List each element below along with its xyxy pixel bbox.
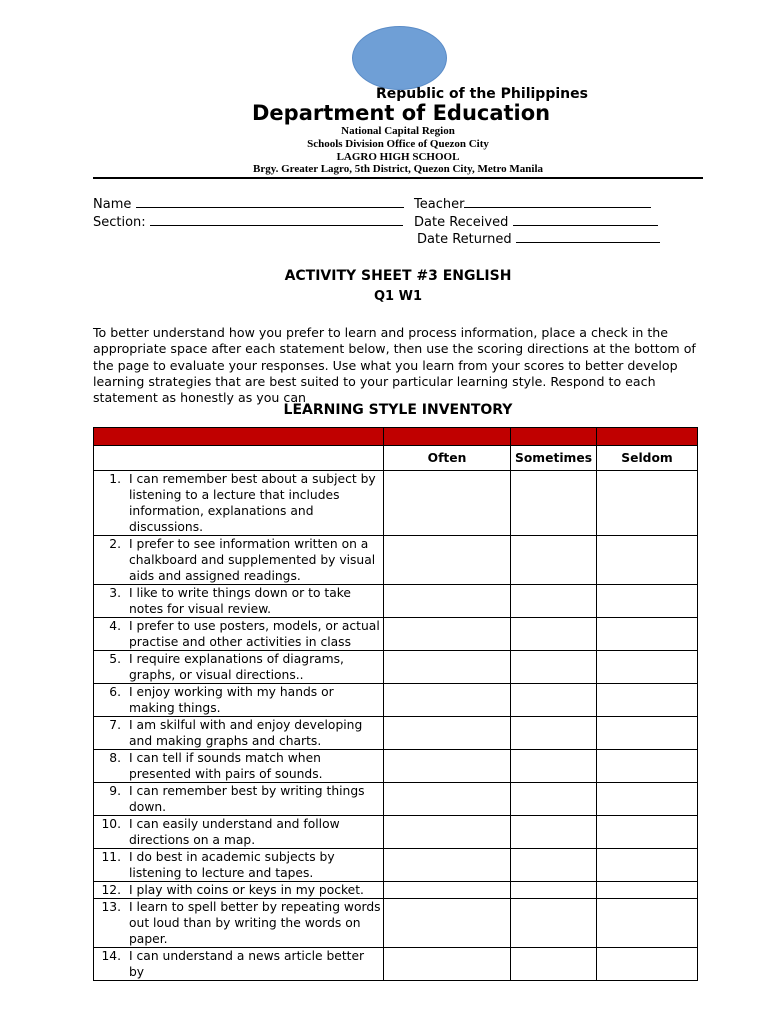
statement-cell — [94, 536, 384, 585]
date-received-blank[interactable] — [513, 215, 658, 226]
seldom-check-cell[interactable] — [597, 536, 698, 585]
activity-subtitle: Q1 W1 — [373, 289, 422, 304]
region-line: National Capital Region — [341, 125, 455, 137]
department-heading: Department of Education — [252, 101, 551, 125]
statement-cell — [94, 948, 384, 981]
sometimes-check-cell[interactable] — [511, 717, 597, 750]
statement-text: I can understand a news article better by — [129, 949, 365, 979]
sometimes-check-cell[interactable] — [511, 618, 597, 651]
statement-cell — [94, 471, 384, 536]
address-line: Brgy. Greater Lagro, 5th District, Quezon City, Metro Manila — [252, 163, 544, 175]
statement-number: 1. — [109, 472, 121, 486]
seldom-check-cell[interactable] — [597, 783, 698, 816]
statement-number: 5. — [109, 652, 121, 666]
statement-cell — [94, 882, 384, 899]
date-returned-label: Date Returned — [417, 232, 512, 247]
date-received-label: Date Received — [414, 215, 509, 230]
name-label: Name — [93, 197, 132, 212]
date-returned-blank[interactable] — [516, 232, 660, 243]
table-row — [94, 750, 698, 783]
table-row — [94, 948, 698, 981]
statement-text: I require explanations of diagrams, graphs, or visual directions.. — [129, 652, 344, 682]
seldom-check-cell[interactable] — [597, 948, 698, 981]
statement-cell — [94, 717, 384, 750]
statement-text: I like to write things down or to take notes for visual review. — [129, 586, 351, 616]
often-check-cell[interactable] — [384, 618, 511, 651]
section-blank[interactable] — [150, 215, 403, 226]
deped-seal-logo — [352, 26, 447, 90]
sometimes-check-cell[interactable] — [511, 899, 597, 948]
sometimes-check-cell[interactable] — [511, 684, 597, 717]
table-row — [94, 651, 698, 684]
inventory-title: LEARNING STYLE INVENTORY — [283, 402, 513, 418]
seldom-check-cell[interactable] — [597, 717, 698, 750]
often-check-cell[interactable] — [384, 849, 511, 882]
table-row — [94, 618, 698, 651]
statement-column-header — [94, 446, 384, 471]
statement-cell — [94, 651, 384, 684]
sometimes-check-cell[interactable] — [511, 585, 597, 618]
republic-heading: Republic of the Philippines — [376, 86, 588, 102]
teacher-field[interactable] — [414, 197, 651, 212]
division-line: Schools Division Office of Quezon City — [307, 138, 489, 150]
sometimes-check-cell[interactable] — [511, 651, 597, 684]
table-row — [94, 816, 698, 849]
often-check-cell[interactable] — [384, 899, 511, 948]
table-row — [94, 899, 698, 948]
activity-title: ACTIVITY SHEET #3 ENGLISH — [284, 268, 512, 284]
statement-text: I can remember best by writing things down. — [129, 784, 365, 814]
often-check-cell[interactable] — [384, 536, 511, 585]
statement-text: I play with coins or keys in my pocket. — [129, 883, 364, 897]
statement-cell — [94, 618, 384, 651]
statement-text: I prefer to use posters, models, or actual practise and other activities in class — [129, 619, 380, 649]
seldom-check-cell[interactable] — [597, 899, 698, 948]
statement-number: 12. — [101, 883, 121, 897]
statement-cell — [94, 816, 384, 849]
school-line: LAGRO HIGH SCHOOL — [336, 151, 460, 163]
often-check-cell[interactable] — [384, 684, 511, 717]
statement-cell — [94, 899, 384, 948]
intro-paragraph: To better understand how you prefer to learn and process information, place a check in the appropriate space after each statement below, then use the scoring directions at the bottom of the page to evaluate your responses. Use what you learn from your scores to better develop learning strategies that are best suited to your particular learning style. Respond to each statement as honestly as you can — [93, 325, 696, 406]
table-color-band — [94, 428, 698, 446]
table-row — [94, 717, 698, 750]
seldom-check-cell[interactable] — [597, 750, 698, 783]
table-header-row — [94, 446, 698, 471]
date-returned-field[interactable] — [417, 232, 660, 247]
section-label: Section: — [93, 215, 146, 230]
often-check-cell[interactable] — [384, 750, 511, 783]
sometimes-check-cell[interactable] — [511, 849, 597, 882]
sometimes-check-cell[interactable] — [511, 948, 597, 981]
sometimes-check-cell[interactable] — [511, 882, 597, 899]
statement-cell — [94, 684, 384, 717]
statement-cell — [94, 783, 384, 816]
often-column-header: Often — [384, 446, 511, 471]
often-check-cell[interactable] — [384, 783, 511, 816]
statement-number: 10. — [101, 817, 121, 831]
table-row — [94, 849, 698, 882]
often-check-cell[interactable] — [384, 948, 511, 981]
statement-number: 13. — [101, 900, 121, 914]
table-row — [94, 471, 698, 536]
statement-number: 2. — [109, 537, 121, 551]
teacher-label: Teacher — [414, 197, 465, 212]
often-check-cell[interactable] — [384, 651, 511, 684]
statement-number: 4. — [109, 619, 121, 633]
statement-text: I enjoy working with my hands or making things. — [129, 685, 334, 715]
sometimes-check-cell[interactable] — [511, 750, 597, 783]
statement-number: 8. — [109, 751, 121, 765]
band-cell — [94, 428, 384, 446]
seldom-check-cell[interactable] — [597, 471, 698, 536]
statement-text: I can tell if sounds match when presented with pairs of sounds. — [129, 751, 323, 781]
statement-cell — [94, 750, 384, 783]
table-row — [94, 684, 698, 717]
inventory-table — [93, 427, 698, 981]
name-field[interactable] — [93, 197, 404, 212]
seldom-check-cell[interactable] — [597, 816, 698, 849]
often-check-cell[interactable] — [384, 585, 511, 618]
seldom-check-cell[interactable] — [597, 618, 698, 651]
statement-cell — [94, 849, 384, 882]
statement-number: 6. — [109, 685, 121, 699]
often-check-cell[interactable] — [384, 882, 511, 899]
statement-text: I prefer to see information written on a chalkboard and supplemented by visual aids and assigned readings. — [129, 537, 376, 583]
statement-text: I can easily understand and follow directions on a map. — [129, 817, 340, 847]
section-field[interactable] — [93, 215, 403, 230]
statement-text: I do best in academic subjects by listening to lecture and tapes. — [129, 850, 335, 880]
table-row — [94, 585, 698, 618]
statement-cell — [94, 585, 384, 618]
band-cell — [597, 428, 698, 446]
statement-number: 11. — [101, 850, 121, 864]
table-row — [94, 882, 698, 899]
seldom-check-cell[interactable] — [597, 882, 698, 899]
seldom-column-header: Seldom — [597, 446, 698, 471]
sometimes-column-header: Sometimes — [511, 446, 597, 471]
table-row — [94, 536, 698, 585]
band-cell — [384, 428, 511, 446]
band-cell — [511, 428, 597, 446]
sometimes-check-cell[interactable] — [511, 783, 597, 816]
statement-number: 9. — [109, 784, 121, 798]
sometimes-check-cell[interactable] — [511, 471, 597, 536]
statement-number: 3. — [109, 586, 121, 600]
seldom-check-cell[interactable] — [597, 585, 698, 618]
date-received-field[interactable] — [414, 215, 658, 230]
often-check-cell[interactable] — [384, 717, 511, 750]
name-blank[interactable] — [136, 197, 404, 208]
statement-number: 14. — [101, 949, 121, 963]
sometimes-check-cell[interactable] — [511, 536, 597, 585]
header-divider — [93, 177, 703, 179]
statement-text: I learn to spell better by repeating words out loud than by writing the words on paper. — [129, 900, 381, 946]
table-row — [94, 783, 698, 816]
teacher-blank[interactable] — [464, 197, 651, 208]
seldom-check-cell[interactable] — [597, 684, 698, 717]
often-check-cell[interactable] — [384, 816, 511, 849]
seldom-check-cell[interactable] — [597, 849, 698, 882]
often-check-cell[interactable] — [384, 471, 511, 536]
statement-text: I am skilful with and enjoy developing and making graphs and charts. — [129, 718, 363, 748]
sometimes-check-cell[interactable] — [511, 816, 597, 849]
statement-text: I can remember best about a subject by listening to a lecture that includes information, explanations and discussions. — [129, 472, 376, 534]
statement-number: 7. — [109, 718, 121, 732]
seldom-check-cell[interactable] — [597, 651, 698, 684]
